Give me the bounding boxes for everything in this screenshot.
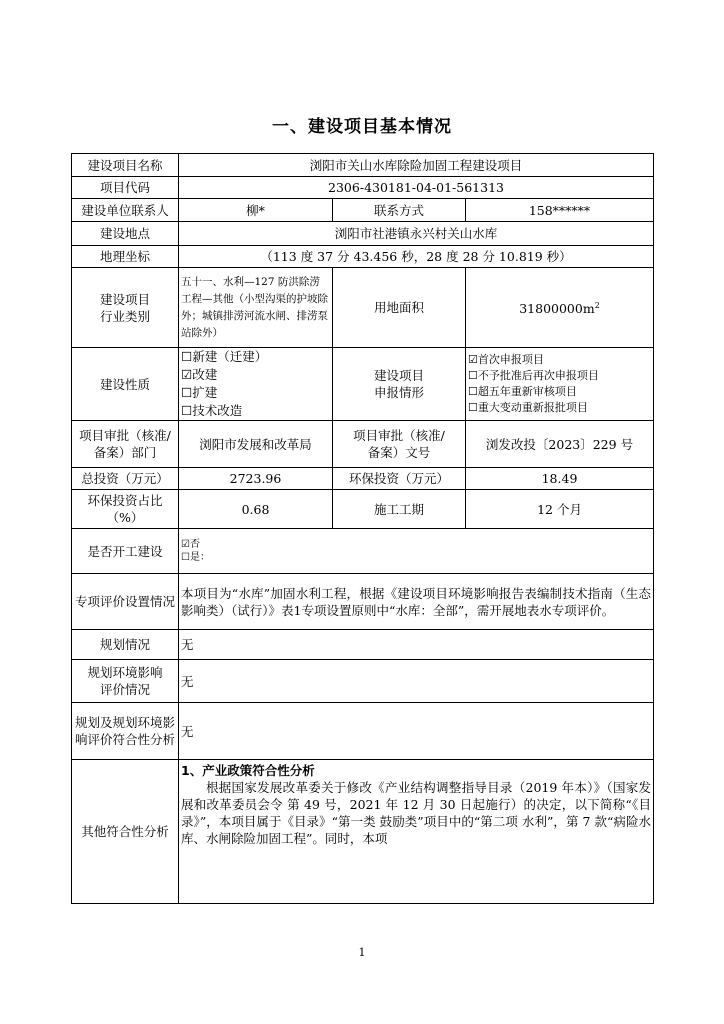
coords-label: 地理坐标 [72, 246, 179, 268]
table-row [72, 703, 654, 760]
filing-options [466, 348, 654, 421]
industry-value: 五十一、水利—127 防洪除涝工程—其他（小型沟渠的护坡除外；城镇排涝河流水闸、排涝泵站除外） [179, 268, 333, 348]
industry-policy-paragraph: 根据国家发展改革委关于修改《产业结构调整指导目录（2019 年本）》（国家发展和改革委员会令 第 49 号，2021 年 12 月 30 日起施行）的决定，以下简称“《目录》”，本项目属于《目录》“第一类 鼓励类”项目中的“第二项 水利”，第 7 款“病险水库、水闸除险加固工程”。同时，本项 [181, 780, 652, 846]
approval-dept-label: 项目审批（核准/ 备案）部门 [72, 421, 179, 468]
nature-option-tech[interactable]: ☐技术改造 [181, 403, 243, 418]
planning-label: 规划情况 [72, 630, 179, 660]
planning-value: 无 [179, 630, 654, 660]
location-value: 浏阳市社港镇永兴村关山水库 [179, 222, 654, 246]
nature-label: 建设性质 [72, 348, 179, 421]
approval-doc-label: 项目审批（核准/ 备案）文号 [333, 421, 466, 468]
table-row [72, 154, 654, 177]
contact-method-label: 联系方式 [333, 199, 466, 222]
table-row [72, 660, 654, 703]
construction-period-label: 施工工期 [333, 490, 466, 529]
table-row [72, 222, 654, 246]
table-row [72, 421, 654, 468]
special-eval-label: 专项评价设置情况 [72, 574, 179, 630]
location-label: 建设地点 [72, 222, 179, 246]
filing-option-resubmit[interactable]: ☐不予批准后再次申报项目 [468, 369, 599, 382]
planning-env-label: 规划环境影响 评价情况 [72, 660, 179, 703]
table-row [72, 490, 654, 529]
env-ratio-value: 0.68 [179, 490, 333, 529]
started-options [179, 529, 654, 574]
table-row [72, 199, 654, 222]
env-ratio-label: 环保投资占比 （%） [72, 490, 179, 529]
planning-conform-label: 规划及规划环境影响评价符合性分析 [72, 703, 179, 760]
land-area-label: 用地面积 [333, 268, 466, 348]
land-area-value: 31800000m [519, 301, 595, 317]
nature-options [179, 348, 333, 421]
total-investment-label: 总投资（万元） [72, 468, 179, 490]
approval-doc-value: 浏发改投〔2023〕229 号 [466, 421, 654, 468]
project-info-table [71, 153, 654, 904]
nature-option-expand[interactable]: ☐扩建 [181, 385, 218, 400]
planning-env-value: 无 [179, 660, 654, 703]
table-row [72, 246, 654, 268]
project-code-value: 2306-430181-04-01-561313 [179, 177, 654, 199]
table-row [72, 630, 654, 660]
page-number: 1 [358, 946, 366, 959]
filing-option-five-year[interactable]: ☐超五年重新审核项目 [468, 385, 577, 398]
other-analysis-body [179, 760, 654, 904]
project-name-label: 建设项目名称 [72, 154, 179, 177]
table-row [72, 268, 654, 348]
table-row [72, 529, 654, 574]
industry-policy-heading: 1、产业政策符合性分析 [181, 763, 315, 778]
project-name-value: 浏阳市关山水库除险加固工程建设项目 [179, 154, 654, 177]
filing-option-first[interactable]: ☑首次申报项目 [468, 353, 544, 366]
started-label: 是否开工建设 [72, 529, 179, 574]
started-option-yes[interactable]: ☐是： [181, 552, 210, 563]
contact-person-label: 建设单位联系人 [72, 199, 179, 222]
page-title: 一、建设项目基本情况 [272, 117, 452, 137]
total-investment-value: 2723.96 [179, 468, 333, 490]
approval-dept-value: 浏阳市发展和改革局 [179, 421, 333, 468]
env-investment-label: 环保投资（万元） [333, 468, 466, 490]
industry-label: 建设项目 行业类别 [72, 268, 179, 348]
other-analysis-label: 其他符合性分析 [72, 760, 179, 904]
land-area-cell [466, 268, 654, 348]
construction-period-value: 12 个月 [466, 490, 654, 529]
special-eval-value: 本项目为“水库”加固水利工程，根据《建设项目环境影响报告表编制技术指南（生态影响类）（试行）》表1专项设置原则中“水库：全部”，需开展地表水专项评价。 [179, 574, 654, 630]
contact-method-value: 158****** [466, 199, 654, 222]
filing-option-major-change[interactable]: ☐重大变动重新报批项目 [468, 401, 588, 414]
coords-value: （113 度 37 分 43.456 秒，28 度 28 分 10.819 秒） [179, 246, 654, 268]
filing-label: 建设项目 申报情形 [333, 348, 466, 421]
contact-person-value: 柳* [179, 199, 333, 222]
table-row [72, 760, 654, 904]
project-code-label: 项目代码 [72, 177, 179, 199]
table-row [72, 468, 654, 490]
planning-conform-value: 无 [179, 703, 654, 760]
started-option-no[interactable]: ☑否 [181, 539, 200, 550]
land-area-unit-sup: 2 [594, 301, 600, 311]
nature-option-new[interactable]: ☐新建（迁建） [181, 349, 268, 364]
nature-option-rebuild[interactable]: ☑改建 [181, 367, 218, 382]
table-row [72, 177, 654, 199]
table-row [72, 574, 654, 630]
table-row [72, 348, 654, 421]
env-investment-value: 18.49 [466, 468, 654, 490]
